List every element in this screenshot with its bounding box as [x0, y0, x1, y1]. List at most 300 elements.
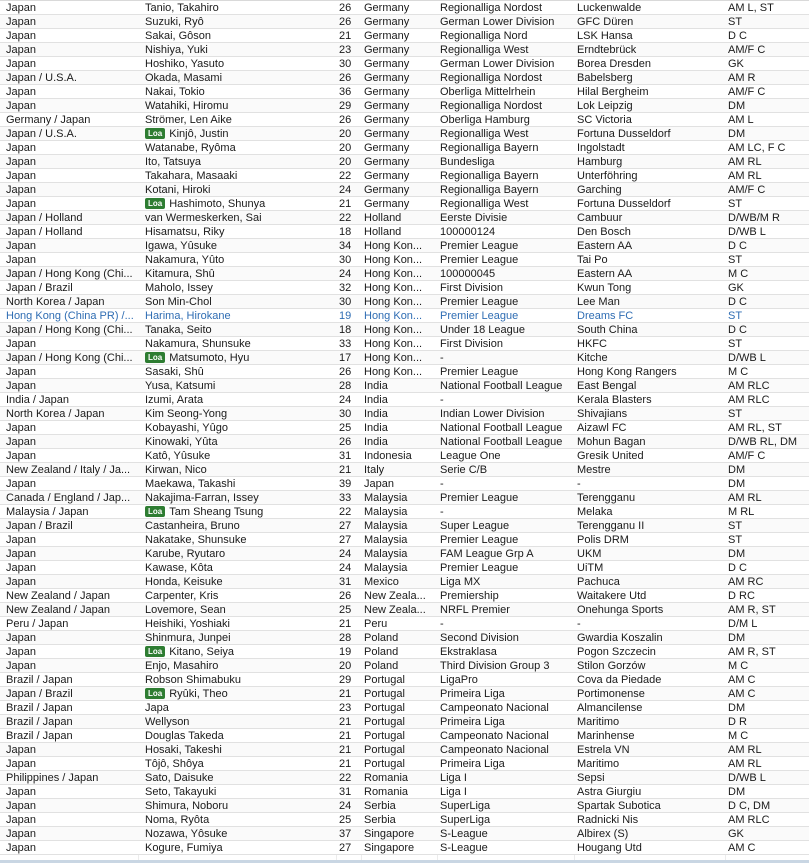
player-name-cell — [145, 141, 335, 154]
table-row[interactable] — [0, 113, 809, 127]
division-cell-text: First Division — [440, 338, 503, 350]
position-cell-text: AM RLC — [728, 394, 770, 406]
player-name-cell-text: Robson Shimabuku — [145, 674, 242, 686]
division-cell — [440, 141, 572, 154]
nationality-cell — [6, 631, 134, 644]
player-name-cell — [145, 701, 335, 714]
player-name-cell-text: Kirwan, Nico — [145, 464, 207, 476]
country-cell-text: Germany — [364, 100, 410, 112]
country-cell-text: Germany — [364, 128, 410, 140]
nationality-cell — [6, 827, 134, 840]
position-cell-text: ST — [728, 310, 743, 322]
player-name-cell — [145, 365, 335, 378]
position-cell-text: AM RL — [728, 156, 762, 168]
club-cell-text: Eastern AA — [577, 240, 633, 252]
country-cell-text: Indonesia — [364, 450, 412, 462]
table-row[interactable] — [0, 659, 809, 673]
table-row[interactable] — [0, 687, 809, 701]
country-cell — [364, 253, 436, 266]
nationality-cell — [6, 281, 134, 294]
player-name-cell — [145, 183, 335, 196]
club-cell-text: South China — [577, 324, 638, 336]
country-cell — [364, 589, 436, 602]
table-row[interactable] — [0, 463, 809, 477]
country-cell — [364, 813, 436, 826]
age-cell-text: 20 — [339, 128, 352, 140]
age-cell-text: 34 — [339, 240, 352, 252]
position-cell — [728, 239, 809, 252]
age-cell — [339, 813, 361, 826]
age-cell-text: 30 — [339, 408, 352, 420]
club-cell-text: Mohun Bagan — [577, 436, 646, 448]
position-cell-text: D R — [728, 716, 747, 728]
nationality-cell — [6, 29, 134, 42]
table-row[interactable] — [0, 309, 809, 323]
club-cell-text: Maritimo — [577, 758, 620, 770]
table-row[interactable] — [0, 295, 809, 309]
position-cell — [728, 407, 809, 420]
player-name-cell-text: Kotani, Hiroki — [145, 184, 211, 196]
nationality-cell — [6, 743, 134, 756]
nationality-cell — [6, 365, 134, 378]
position-cell-text: D C — [728, 30, 747, 42]
division-cell — [440, 491, 572, 504]
age-cell — [339, 43, 361, 56]
position-cell — [728, 351, 809, 364]
position-cell-text: ST — [728, 198, 743, 210]
table-row[interactable] — [0, 393, 809, 407]
age-cell — [339, 351, 361, 364]
club-cell — [577, 827, 725, 840]
club-cell-text: LSK Hansa — [577, 30, 633, 42]
nationality-cell — [6, 575, 134, 588]
table-row[interactable] — [0, 477, 809, 491]
nationality-cell — [6, 351, 134, 364]
table-row[interactable] — [0, 211, 809, 225]
age-cell-text: 21 — [339, 744, 352, 756]
table-row[interactable] — [0, 841, 809, 855]
loan-badge: Loa — [145, 352, 165, 363]
age-cell — [339, 1, 361, 14]
division-cell-text: FAM League Grp A — [440, 548, 534, 560]
age-cell-text: 27 — [339, 534, 352, 546]
age-cell-text: 30 — [339, 58, 352, 70]
club-cell-text: Cova da Piedade — [577, 674, 662, 686]
table-row[interactable] — [0, 71, 809, 85]
table-row[interactable] — [0, 785, 809, 799]
table-row[interactable] — [0, 225, 809, 239]
country-cell — [364, 533, 436, 546]
age-cell — [339, 827, 361, 840]
country-cell-text: Portugal — [364, 688, 405, 700]
club-cell — [577, 673, 725, 686]
nationality-cell — [6, 421, 134, 434]
club-cell — [577, 645, 725, 658]
table-row[interactable] — [0, 421, 809, 435]
country-cell — [364, 169, 436, 182]
division-cell-text: Serie C/B — [440, 464, 488, 476]
division-cell — [440, 533, 572, 546]
table-row[interactable] — [0, 827, 809, 841]
table-row[interactable] — [0, 589, 809, 603]
club-cell-text: HKFC — [577, 338, 607, 350]
nationality-cell-text: India / Japan — [6, 394, 69, 406]
club-cell-text: Albirex (S) — [577, 828, 629, 840]
club-cell-text: Polis DRM — [577, 534, 629, 546]
club-cell — [577, 281, 725, 294]
club-cell-text: - — [577, 618, 581, 630]
table-row[interactable] — [0, 169, 809, 183]
player-name-cell — [145, 1, 335, 14]
age-cell-text: 39 — [339, 478, 352, 490]
country-cell — [364, 127, 436, 140]
position-cell — [728, 687, 809, 700]
country-cell — [364, 603, 436, 616]
player-name-cell — [145, 379, 335, 392]
nationality-cell — [6, 771, 134, 784]
player-name-cell-text: Nozawa, Yôsuke — [145, 828, 228, 840]
country-cell — [364, 239, 436, 252]
division-cell-text: Third Division Group 3 — [440, 660, 550, 672]
division-cell-text: Regionalliga Bayern — [440, 170, 539, 182]
country-cell-text: Serbia — [364, 800, 396, 812]
table-row[interactable] — [0, 57, 809, 71]
country-cell-text: Poland — [364, 660, 399, 672]
division-cell — [440, 15, 572, 28]
player-name-cell-text: Tôjô, Shôya — [145, 758, 204, 770]
table-row[interactable] — [0, 85, 809, 99]
nationality-cell-text: Canada / England / Jap... — [6, 492, 131, 504]
club-cell-text: Hougang Utd — [577, 842, 642, 854]
table-row[interactable] — [0, 337, 809, 351]
table-row[interactable] — [0, 715, 809, 729]
division-cell-text: Premier League — [440, 562, 519, 574]
player-name-cell-text: Kawase, Kôta — [145, 562, 213, 574]
table-row[interactable] — [0, 239, 809, 253]
table-row[interactable] — [0, 43, 809, 57]
age-cell — [339, 127, 361, 140]
table-row[interactable] — [0, 183, 809, 197]
division-cell — [440, 687, 572, 700]
club-cell — [577, 225, 725, 238]
player-name-cell — [145, 827, 335, 840]
table-row[interactable] — [0, 771, 809, 785]
player-name-cell — [145, 743, 335, 756]
club-cell — [577, 841, 725, 854]
position-cell-text: ST — [728, 16, 743, 28]
country-cell-text: Hong Kon... — [364, 352, 423, 364]
position-cell — [728, 729, 809, 742]
player-name-cell-text: Sakai, Gôson — [145, 30, 212, 42]
table-row[interactable] — [0, 379, 809, 393]
division-cell — [440, 225, 572, 238]
player-name-cell-text: Yusa, Katsumi — [145, 380, 216, 392]
club-cell-text: Garching — [577, 184, 622, 196]
club-cell — [577, 421, 725, 434]
division-cell-text: Campeonato Nacional — [440, 730, 549, 742]
club-cell-text: Sepsi — [577, 772, 605, 784]
division-cell — [440, 337, 572, 350]
division-cell-text: Under 18 League — [440, 324, 526, 336]
division-cell-text: Regionalliga Nord — [440, 30, 528, 42]
player-name-cell — [145, 505, 335, 518]
country-cell — [364, 659, 436, 672]
table-row[interactable] — [0, 99, 809, 113]
player-name-cell-text: Noma, Ryôta — [145, 814, 210, 826]
club-cell — [577, 617, 725, 630]
club-cell-text: Unterföhring — [577, 170, 638, 182]
age-cell — [339, 365, 361, 378]
division-cell — [440, 351, 572, 364]
country-cell — [364, 841, 436, 854]
division-cell-text: S-League — [440, 828, 488, 840]
table-row[interactable] — [0, 365, 809, 379]
country-cell-text: Germany — [364, 142, 410, 154]
age-cell-text: 20 — [339, 660, 352, 672]
country-cell-text: Malaysia — [364, 562, 408, 574]
nationality-cell — [6, 407, 134, 420]
country-cell — [364, 85, 436, 98]
table-row[interactable] — [0, 127, 809, 141]
nationality-cell — [6, 603, 134, 616]
player-name-cell — [145, 841, 335, 854]
country-cell-text: Germany — [364, 44, 410, 56]
player-name-cell — [145, 15, 335, 28]
country-cell-text: Germany — [364, 30, 410, 42]
position-cell — [728, 533, 809, 546]
nationality-cell-text: Japan — [6, 142, 36, 154]
position-cell-text: DM — [728, 100, 746, 112]
age-cell-text: 22 — [339, 212, 352, 224]
nationality-cell — [6, 715, 134, 728]
position-cell — [728, 43, 809, 56]
table-row[interactable] — [0, 253, 809, 267]
table-row[interactable] — [0, 15, 809, 29]
country-cell-text: Romania — [364, 786, 409, 798]
division-cell-text: Indian Lower Division — [440, 408, 545, 420]
player-name-cell — [145, 533, 335, 546]
player-name-cell — [145, 351, 335, 364]
age-cell — [339, 393, 361, 406]
country-cell-text: New Zeala... — [364, 604, 426, 616]
country-cell-text: Mexico — [364, 576, 399, 588]
age-cell-text: 30 — [339, 296, 352, 308]
division-cell-text: Premier League — [440, 492, 519, 504]
table-row[interactable] — [0, 673, 809, 687]
table-row[interactable] — [0, 799, 809, 813]
country-cell-text: Portugal — [364, 730, 405, 742]
club-cell — [577, 295, 725, 308]
division-cell-text: - — [440, 506, 444, 518]
table-row[interactable] — [0, 631, 809, 645]
player-name-cell-text: Kitano, Seiya — [169, 646, 235, 658]
country-cell-text: Malaysia — [364, 520, 408, 532]
age-cell-text: 33 — [339, 338, 352, 350]
club-cell — [577, 309, 725, 322]
table-row[interactable] — [0, 435, 809, 449]
player-name-cell-text: Nakamura, Shunsuke — [145, 338, 251, 350]
player-name-cell — [145, 435, 335, 448]
age-cell-text: 23 — [339, 44, 352, 56]
table-row[interactable] — [0, 645, 809, 659]
table-row[interactable] — [0, 701, 809, 715]
country-cell-text: Hong Kon... — [364, 240, 423, 252]
position-cell — [728, 477, 809, 490]
table-row[interactable] — [0, 407, 809, 421]
table-row[interactable] — [0, 575, 809, 589]
nationality-cell-text: Malaysia / Japan — [6, 506, 89, 518]
club-cell-text: Eastern AA — [577, 268, 633, 280]
table-row[interactable] — [0, 351, 809, 365]
division-cell — [440, 155, 572, 168]
position-cell — [728, 113, 809, 126]
nationality-cell-text: Brazil / Japan — [6, 730, 73, 742]
club-cell — [577, 729, 725, 742]
age-cell-text: 18 — [339, 226, 352, 238]
club-cell — [577, 477, 725, 490]
position-cell-text: AM RL — [728, 744, 762, 756]
country-cell — [364, 211, 436, 224]
loan-badge: Loa — [145, 506, 165, 517]
position-cell-text: AM/F C — [728, 450, 766, 462]
country-cell-text: India — [364, 436, 388, 448]
table-row[interactable] — [0, 155, 809, 169]
player-name-cell-text: Katô, Yûsuke — [145, 450, 211, 462]
position-cell-text: M C — [728, 268, 749, 280]
position-cell-text: DM — [728, 128, 746, 140]
table-row[interactable] — [0, 281, 809, 295]
age-cell — [339, 183, 361, 196]
table-row[interactable] — [0, 267, 809, 281]
division-cell-text: - — [440, 394, 444, 406]
age-cell-text: 23 — [339, 702, 352, 714]
position-cell — [728, 645, 809, 658]
table-row[interactable] — [0, 603, 809, 617]
age-cell-text: 36 — [339, 86, 352, 98]
table-row[interactable] — [0, 491, 809, 505]
table-row[interactable] — [0, 1, 809, 15]
player-name-cell — [145, 575, 335, 588]
country-cell-text: Malaysia — [364, 534, 408, 546]
division-cell — [440, 113, 572, 126]
player-name-cell-text: Harima, Hirokane — [145, 310, 231, 322]
country-cell — [364, 99, 436, 112]
player-name-cell — [145, 617, 335, 630]
club-cell — [577, 85, 725, 98]
table-row[interactable] — [0, 533, 809, 547]
player-name-cell-text: Kitamura, Shû — [145, 268, 215, 280]
club-cell-text: Waitakere Utd — [577, 590, 647, 602]
table-row[interactable] — [0, 449, 809, 463]
division-cell — [440, 771, 572, 784]
position-cell — [728, 337, 809, 350]
country-cell — [364, 295, 436, 308]
age-cell — [339, 771, 361, 784]
nationality-cell-text: Japan / Brazil — [6, 282, 73, 294]
division-cell — [440, 827, 572, 840]
table-row[interactable] — [0, 561, 809, 575]
player-name-cell — [145, 253, 335, 266]
player-name-cell — [145, 155, 335, 168]
country-cell-text: Portugal — [364, 716, 405, 728]
country-cell-text: Italy — [364, 464, 385, 476]
division-cell-text: Campeonato Nacional — [440, 702, 549, 714]
table-row[interactable] — [0, 757, 809, 771]
division-cell — [440, 673, 572, 686]
player-name-cell — [145, 337, 335, 350]
position-cell — [728, 309, 809, 322]
country-cell — [364, 15, 436, 28]
position-cell — [728, 295, 809, 308]
position-cell-text: ST — [728, 338, 743, 350]
table-row[interactable] — [0, 505, 809, 519]
age-cell-text: 26 — [339, 366, 352, 378]
table-row[interactable] — [0, 729, 809, 743]
player-name-cell-text: Heishiki, Yoshiaki — [145, 618, 230, 630]
country-cell-text: India — [364, 422, 388, 434]
division-cell — [440, 785, 572, 798]
country-cell-text: Japan — [364, 478, 394, 490]
division-cell — [440, 127, 572, 140]
table-row[interactable] — [0, 29, 809, 43]
club-cell — [577, 603, 725, 616]
table-row[interactable] — [0, 743, 809, 757]
age-cell — [339, 309, 361, 322]
nationality-cell — [6, 533, 134, 546]
nationality-cell-text: Japan — [6, 450, 36, 462]
table-row[interactable] — [0, 141, 809, 155]
nationality-cell-text: Japan — [6, 800, 36, 812]
position-cell — [728, 435, 809, 448]
age-cell-text: 25 — [339, 604, 352, 616]
table-row[interactable] — [0, 813, 809, 827]
table-row[interactable] — [0, 323, 809, 337]
nationality-cell — [6, 99, 134, 112]
position-cell — [728, 155, 809, 168]
position-cell — [728, 519, 809, 532]
age-cell-text: 24 — [339, 800, 352, 812]
club-cell-text: Erndtebrück — [577, 44, 637, 56]
table-row[interactable] — [0, 617, 809, 631]
division-cell-text: S-League — [440, 842, 488, 854]
position-cell-text: DM — [728, 632, 746, 644]
table-row[interactable] — [0, 547, 809, 561]
nationality-cell-text: Japan — [6, 198, 36, 210]
nationality-cell — [6, 71, 134, 84]
club-cell — [577, 211, 725, 224]
club-cell-text: Kwun Tong — [577, 282, 632, 294]
division-cell-text: Regionalliga West — [440, 198, 529, 210]
division-cell — [440, 239, 572, 252]
division-cell — [440, 435, 572, 448]
table-row[interactable] — [0, 197, 809, 211]
age-cell-text: 24 — [339, 268, 352, 280]
club-cell-text: Onehunga Sports — [577, 604, 664, 616]
nationality-cell-text: Germany / Japan — [6, 114, 91, 126]
table-row[interactable] — [0, 519, 809, 533]
nationality-cell-text: Japan — [6, 478, 36, 490]
club-cell — [577, 239, 725, 252]
division-cell — [440, 561, 572, 574]
club-cell-text: Astra Giurgiu — [577, 786, 642, 798]
age-cell — [339, 589, 361, 602]
player-name-cell — [145, 407, 335, 420]
club-cell — [577, 435, 725, 448]
country-cell — [364, 673, 436, 686]
age-cell-text: 22 — [339, 170, 352, 182]
country-cell — [364, 351, 436, 364]
club-cell-text: Kerala Blasters — [577, 394, 652, 406]
